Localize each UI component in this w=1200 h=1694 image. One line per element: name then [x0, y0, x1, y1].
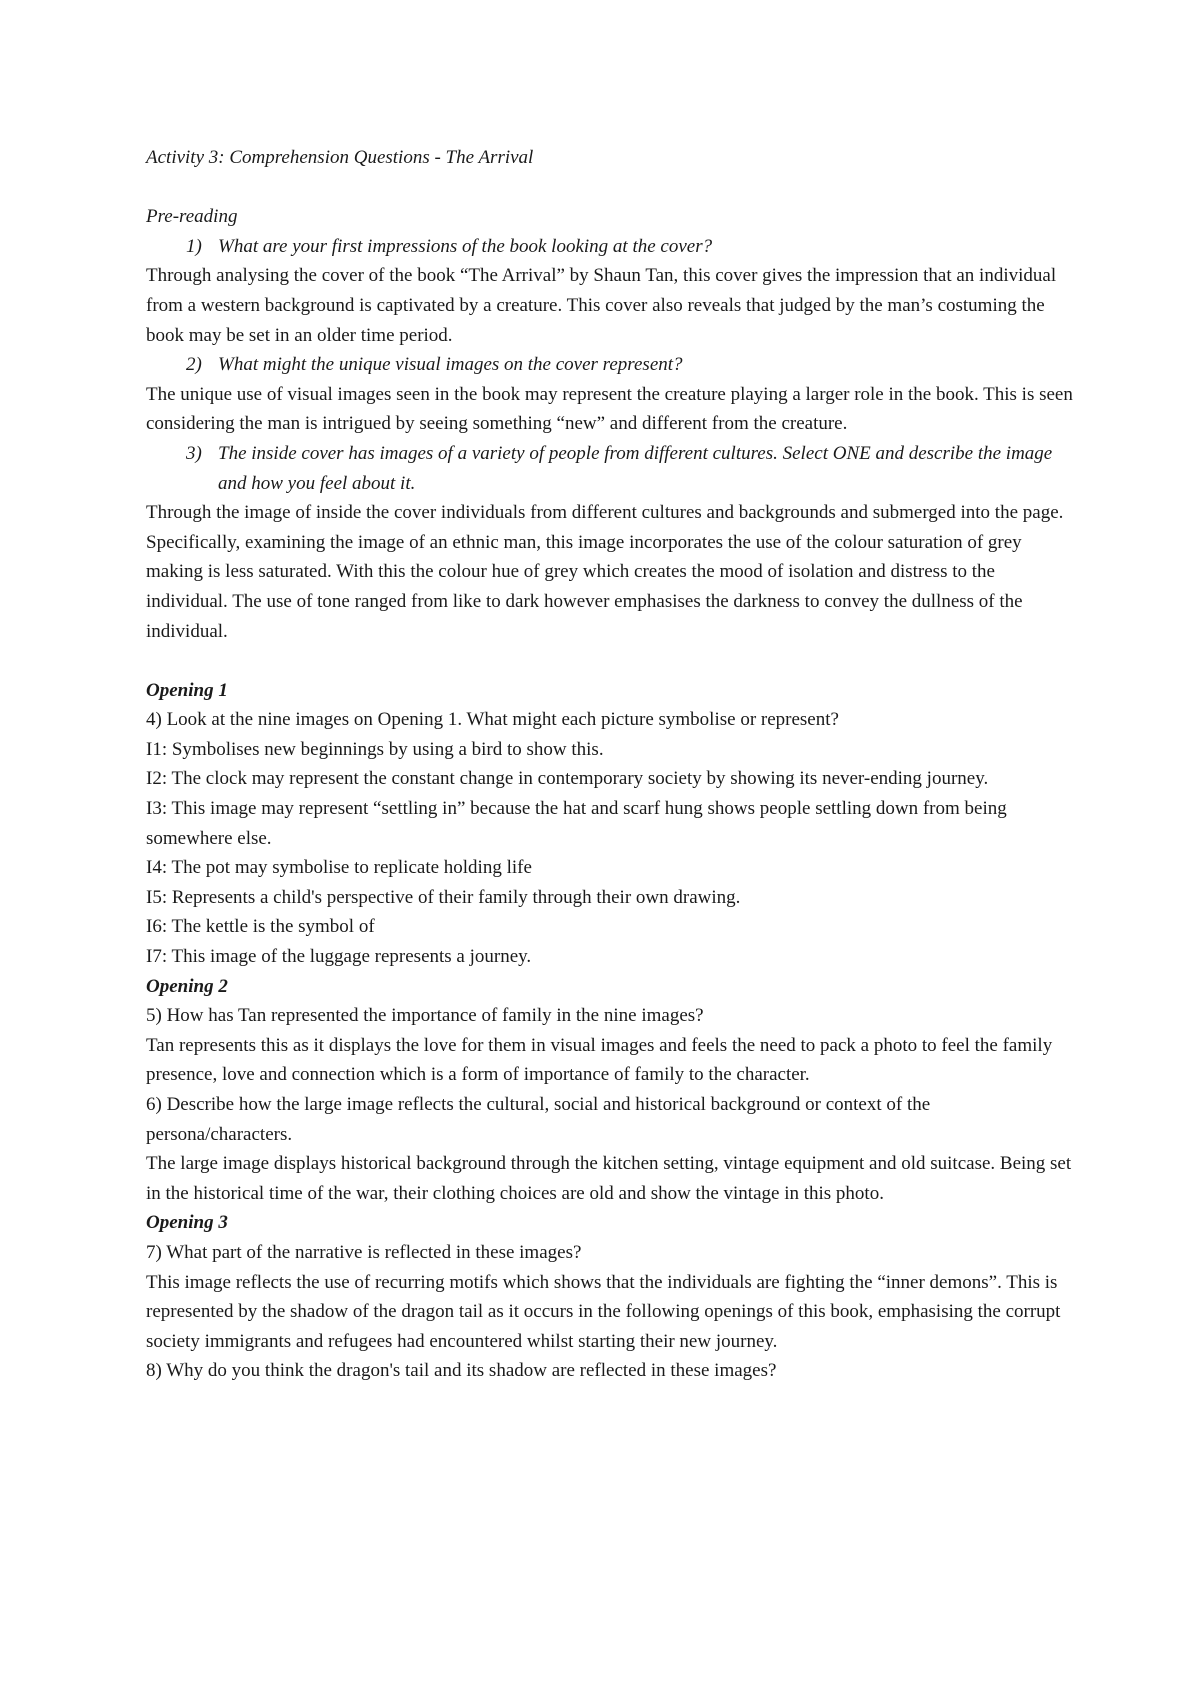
spacer [146, 173, 1076, 203]
opening-3-line: This image reflects the use of recurring motifs which shows that the individuals are fighting the “inner demons”. This is represented by the shadow of the dragon tail as it occurs in the following openings of this book, emphasising the corrupt society immigrants and refugees had encountered whilst starting their new journey. [146, 1271, 1061, 1352]
answer-2: The unique use of visual images seen in the book may represent the creature playing a larger role in the book. This is seen considering the man is intrigued by seeing something “new” and different from the creature. [146, 383, 1073, 435]
question-2 [146, 350, 1076, 380]
opening-1-line: I7: This image of the luggage represents a journey. [146, 946, 532, 968]
prereading-section [146, 202, 1076, 646]
answer-1: Through analysing the cover of the book “The Arrival” by Shaun Tan, this cover gives the impression that an individual from a western background is captivated by a creature. This cover also reveals that judged by the man’s costuming the book may be set in an older time period. [146, 265, 1057, 346]
opening-1-line: I3: This image may represent “settling in” because the hat and scarf hung shows people settling down from being somewhere else. [146, 798, 1007, 849]
document-title: Activity 3: Comprehension Questions - The Arrival [146, 147, 534, 168]
question-3 [146, 439, 1076, 498]
question-2-text: What might the unique visual images on the cover represent? [218, 354, 683, 376]
opening-3-heading: Opening 3 [146, 1212, 228, 1234]
opening-2-line: 5) How has Tan represented the importance of family in the nine images? [146, 1005, 704, 1027]
opening-2-line: Tan represents this as it displays the love for them in visual images and feels the need to pack a photo to feel the family presence, love and connection which is a form of importance of family to the character. [146, 1034, 1053, 1086]
opening-1-line: I5: Represents a child's perspective of their family through their own drawing. [146, 886, 741, 908]
question-3-text: The inside cover has images of a variety of people from different cultures. Select ONE and describe the image and how you feel about it. [218, 442, 1053, 494]
opening-3-section [146, 1208, 1076, 1386]
opening-1-heading: Opening 1 [146, 679, 228, 701]
opening-2-line: The large image displays historical background through the kitchen setting, vintage equipment and old suitcase. Being set in the historical time of the war, their clothing choices are old and show the vintage in this photo. [146, 1153, 1072, 1204]
document-body [146, 143, 1076, 1386]
question-1-text: What are your first impressions of the book looking at the cover? [218, 235, 713, 257]
question-3-number: 3) [186, 442, 202, 464]
opening-1-line: 4) Look at the nine images on Opening 1. What might each picture symbolise or represent? [146, 709, 839, 731]
question-1 [146, 232, 1076, 262]
opening-1-line: I1: Symbolises new beginnings by using a bird to show this. [146, 738, 604, 760]
prereading-heading: Pre-reading [146, 206, 238, 228]
opening-3-line: 8) Why do you think the dragon's tail and its shadow are reflected in these images? [146, 1360, 777, 1382]
opening-1-section [146, 676, 1076, 972]
question-1-number: 1) [186, 235, 202, 257]
spacer [146, 646, 1076, 676]
opening-1-line: I4: The pot may symbolise to replicate holding life [146, 857, 532, 879]
opening-1-line: I6: The kettle is the symbol of [146, 916, 375, 938]
question-2-number: 2) [186, 354, 202, 376]
opening-1-line: I2: The clock may represent the constant change in contemporary society by showing its never-ending journey. [146, 768, 989, 790]
opening-2-line: 6) Describe how the large image reflects the cultural, social and historical background or context of the persona/characters. [146, 1094, 931, 1145]
opening-3-line: 7) What part of the narrative is reflected in these images? [146, 1241, 582, 1263]
answer-3: Through the image of inside the cover individuals from different cultures and backgrounds and submerged into the page. Specifically, examining the image of an ethnic man, this image incorporates the use of the colour saturation of grey making is less saturated. With this the colour hue of grey which creates the mood of isolation and distress to the individual. The use of tone ranged from like to dark however emphasises the darkness to convey the dullness of the individual. [146, 502, 1064, 642]
opening-2-heading: Opening 2 [146, 975, 228, 997]
opening-2-section [146, 972, 1076, 1209]
